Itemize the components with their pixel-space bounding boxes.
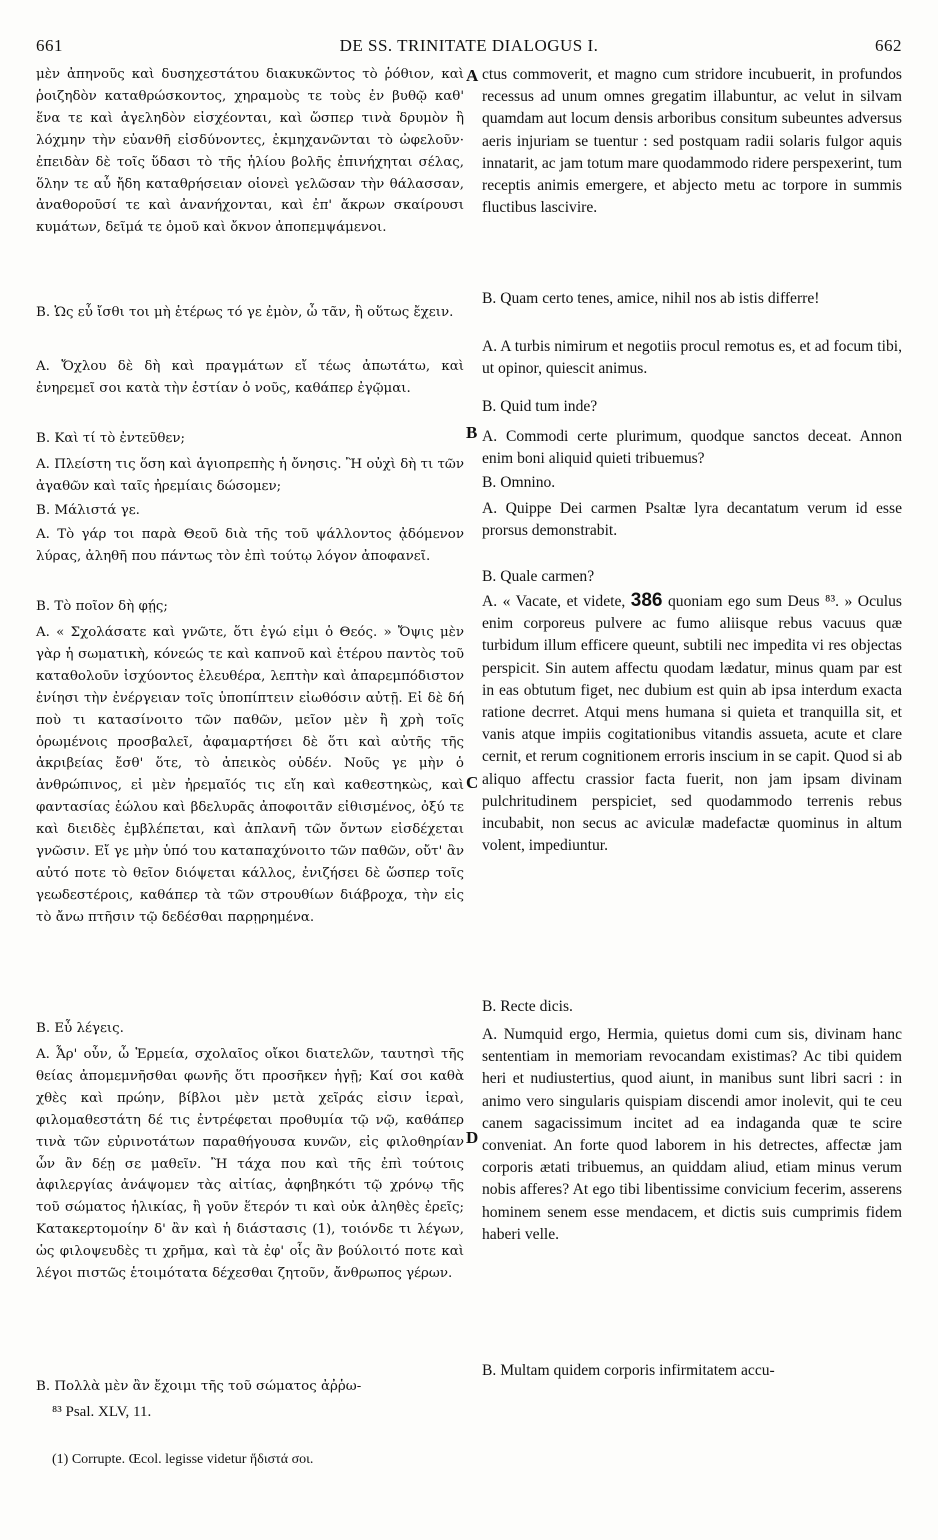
greek-paragraph: μὲν ἀπηνοῦς καὶ δυσηχεστάτου διακυκῶντος τὸ ῥόθιον, καὶ ῥοιζηδὸν καταθρώσκοντος, χηραμοὺς τε τοὺς ἐν βυθῷ καθ' ἕνα τε καὶ ἀγεληδὸν εἰσχέονται, καὶ ὥσπερ τινὰ δρυμὸν ἢ λόχμην τὴν εὐανθῆ εἰσδύνοντες, ἐκμηχανῶνται τὸ ὠφελοῦν· ἐπειδὰν δὲ τοῖς ὕδασι τὸ τῆς ἡλίου βολῆς ἐπινήχηται σέλας, ὅλην τε αὖ ἤδη καταθρήσειαν οἱονεὶ γελῶσαν τὴν θάλασσαν, ἀναθοροῦσί τε καὶ ἀνανήχονται, καὶ ἐπ' ἄκρων σκαίρουσι κυμάτων, δεῖμά τε ὁμοῦ καὶ ὄκνον ἀποπεμψάμενοι. xyxy=(36,67,464,236)
latin-paragraph xyxy=(482,590,902,996)
page-number-right: 662 xyxy=(875,36,902,55)
latin-paragraph: A. Numquid ergo, Hermia, quietus domi cum sis, divinam hanc sententiam in memoriam revocandam existimas? Ac tibi quidem heri et nudiustertius, quod aiunt, in manibus sunt libri sacri : in animo vero singularis quispiam discendi amor inolevit, qui te ceu canem sagacissimum incitet ad ea indaganda quæ te scire conveniat. An forte quod laborem in his detrectes, affectæ jam corporis ætati tribuemus, an quiddam aliud, etiam minus verum nobis afferes? At ego tibi libentissime convicium fecerim, asserens hominem senem esse mendacem, et dictis suis cumprimis fidem haberi velle. xyxy=(482,1026,902,1243)
latin-paragraph: A. Commodi certe plurimum, quodque sanctos deceat. Annon enim boni aliquid quieti tribuemus? xyxy=(482,428,902,468)
greek-paragraph: Β. Καὶ τί τὸ ἐντεῦθεν; xyxy=(36,431,186,446)
margin-letter-a: A xyxy=(466,66,479,85)
latin-column xyxy=(482,64,902,1384)
greek-paragraph: Α. Ἆρ' οὖν, ὦ Ἑρμεία, σχολαῖος οἴκοι διατελῶν, ταυτησὶ τῆς θείας ἀπομεμνῆσθαι φωνῆς ὅτι προσῆκεν ἡγῇ; Καί σοι καθὰ χθὲς καὶ πρώην, βίβλοι μὲν μετὰ χεῖράς εἰσιν ἱεραὶ, φιλομαθεστάτη δέ τις ἐντρέφεται προθυμία τῷ νῷ, καθάπερ τινὰ τῶν εὐρινοτάτων παραθήγουσα κυνῶν, εἰς φιλοθηρίαν ὧν ἂν δέῃ σε μαθεῖν. Ἢ τάχα που καὶ τῆς ἐπὶ τούτοις ἀφιλεργίας ἀνάψομεν τὰς αἰτίας, ἀφηβηκότι τῷ χρόνῳ τῆς τοῦ σώματος ἡλικίας, ἢ γοῦν ἕτερόν τι καὶ οὐκ ἀληθὲς ἐρεῖς; Κατακερτομοίην δ' ἂν καὶ ἡ διάστασις (1), τοιόνδε τι λέγων, ὡς φιλοψευδὲς τι χρῆμα, καὶ τὰ ἐφ' οἷς ἂν βούλοιτό ποτε καὶ λέγοι πιστῶς ἑτοιμότατα δέχεσθαι ζητοῦν, ἄνθρωπος γέρων. xyxy=(36,1047,464,1282)
greek-paragraph: Α. Ὄχλου δὲ δὴ καὶ πραγμάτων εἴ τέως ἀπωτάτω, καὶ ἐνηρεμεῖ σοι κατὰ τὴν ἑστίαν ὁ νοῦς, καθάπερ ἐγῷμαι. xyxy=(36,359,464,396)
greek-paragraph: Α. Πλείστη τις ὅση καὶ ἁγιοπρεπὴς ἡ ὄνησις. Ἢ οὐχὶ δὴ τι τῶν ἀγαθῶν καὶ ταῖς ἠρεμίαις δώσομεν; xyxy=(36,457,464,494)
latin-paragraph: B. Quid tum inde? xyxy=(482,398,598,415)
greek-paragraph: Α. « Σχολάσατε καὶ γνῶτε, ὅτι ἐγώ εἰμι ὁ Θεός. » Ὄψις μὲν γὰρ ἡ σωματικὴ, κόνεώς τε καὶ καπνοῦ καὶ ἑτέρου παντὸς τοῦ καταθολοῦν ἰσχύοντος ἐλευθέρα, λεπτὴν καὶ ἀπαρεμπόδιστον ἐνίησι τὴν ἐνέργειαν τοῖς ὑποπίπτειν εἰωθόσιν αὐτῇ. Εἰ δὲ δή ποὺ τι κατασίνοιτο τῶν παθῶν, μεῖον μὲν ἢ χρὴ τοῖς ὁρωμένοις προσβαλεῖ, ἀφαμαρτήσει δὲ ὅτι καὶ αὐτῆς τῆς ἀκριβείας ἔσθ' ὅτε, τὸ ἀπεικὸς οὐδέν. Νοῦς γε μὴν ὁ ἀνθρώπινος, εἰ μὲν ἠρεμαῖός τις εἴη καὶ καθεστηκὼς, καὶ φαντασίας ἑώλου καὶ βδελυρᾶς ἀποφοιτᾶν εἰθισμένος, ὀξύ τε καὶ διειδὲς ἐμβλέπεται, καὶ ἀπλανῆ τῶν ὄντων εἰσδέχεται γνῶσιν. Εἴ γε μὴν ὑπό του καταπαχύνοιτο τῶν παθῶν, οὔτ' ἂν αὐτό ποτε τὸ θεῖον διόψεται κάλλος, ἐνιζήσει δὲ ὥσπερ τοῖς γεωδεστέροις, καθάπερ τὰ τῶν στρουθίων διάβροχα, τὴν εἰς τὸ ἄνω πτῆσιν τῷ δεδέσθαι παρῃρημένα. xyxy=(36,625,464,925)
margin-letter-c: C xyxy=(466,773,479,792)
greek-paragraph: Β. Πολλὰ μὲν ἂν ἔχοιμι τῆς τοῦ σώματος ἀῤῥω- xyxy=(36,1379,362,1394)
latin-paragraph-start: A. « Vacate, et videte, xyxy=(482,593,626,610)
latin-paragraph: B. Omnino. xyxy=(482,474,556,491)
margin-letter-b: B xyxy=(466,423,478,442)
greek-paragraph: Β. Μάλιστά γε. xyxy=(36,503,140,518)
greek-paragraph: Β. Ὡς εὖ ἴσθι τοι μὴ ἑτέρως τό γε ἐμὸν, ὦ τᾶν, ἢ οὕτως ἔχειν. xyxy=(36,305,454,320)
latin-paragraph: A. Quippe Dei carmen Psaltæ lyra decantatum verum id esse prorsus demonstrabit. xyxy=(482,500,902,540)
footnote-textual: (1) Corrupte. Œcol. legisse videtur ἥδιστά σοι. xyxy=(52,1452,314,1467)
latin-paragraph: B. Multam quidem corporis infirmitatem accu- xyxy=(482,1362,775,1379)
latin-paragraph: B. Recte dicis. xyxy=(482,998,573,1015)
page-number-left: 661 xyxy=(36,36,63,55)
latin-paragraph: B. Quale carmen? xyxy=(482,568,595,585)
latin-paragraph-rest: quoniam ego sum Deus ⁸³. » Oculus enim corporeus pulvere ac fumo aliisque rebus vacuus quæ turbidum illum efficere queunt, subtili nec impedita vi res objectas perspicit. Sin autem affectu quodam lædatur, minus quam par est in eas obtutum figet, nec dubium est quin ab ipsa interdum exacta ratione decrret. Atqui mens humana si quieta et tranquilla sit, et vanis atque impiis cogitationibus vitandis assueta, acute et clare cernit, et rerum cognitionem erroris inscium in se capit. Quod si ab aliquo affectu crassior facta fuerit, non jam ipsam divinam pulchritudinem perspiciet, sed quodammodo terrenis rebus incubabit, non secus ac aviculæ madefactæ quominus in altum volent, impediuntur. xyxy=(482,593,902,855)
greek-column xyxy=(36,64,464,1400)
running-title: DE SS. TRINITATE DIALOGUS I. xyxy=(339,36,599,55)
page-header xyxy=(36,36,902,62)
column-number: 386 xyxy=(630,590,663,611)
latin-paragraph: A. A turbis nimirum et negotiis procul remotus es, et ad focum tibi, ut opinor, quiescit animus. xyxy=(482,338,902,378)
greek-paragraph: Β. Εὖ λέγεις. xyxy=(36,1021,124,1036)
greek-paragraph: Β. Τὸ ποῖον δὴ φῄς; xyxy=(36,599,168,614)
greek-paragraph: Α. Τὸ γάρ τοι παρὰ Θεοῦ διὰ τῆς τοῦ ψάλλοντος ᾀδόμενον λύρας, ἀληθῆ που πάντως τὸν ἐπὶ τούτῳ λόγον ἀποφανεῖ. xyxy=(36,527,464,564)
margin-letter-d: D xyxy=(466,1128,479,1147)
latin-paragraph: ctus commoverit, et magno cum stridore incubuerit, in profundos recessus ad unum omnes gregatim illabuntur, ac velut in silvam quamdam aut locum densis arboribus consitum subeuntes adversus aeris injuriam se tuentur : sed postquam radii solaris fulgor aquis innatarit, ac jam totum mare quodammodo ridere perspexerint, tum receptis animis emergere, et abjecto metu ac torpore in summis fluctibus lascivire. xyxy=(482,66,902,217)
latin-paragraph: B. Quam certo tenes, amice, nihil nos ab istis differre! xyxy=(482,290,820,307)
footnote-scripture: ⁸³ Psal. XLV, 11. xyxy=(52,1404,152,1420)
